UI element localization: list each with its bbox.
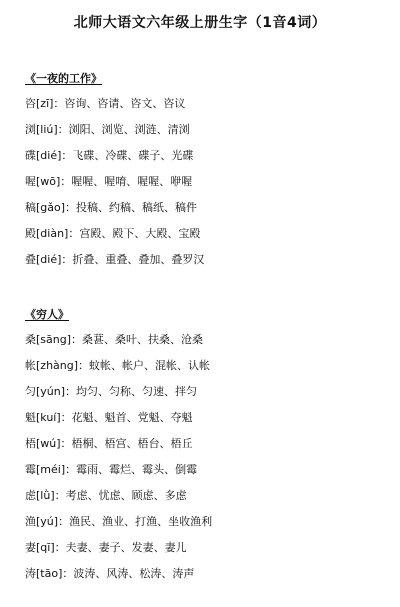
vocab-entry: 浏[liú]：浏阳、浏览、浏涟、清浏 xyxy=(25,123,190,136)
section-heading-qiongren: 《穷人》 xyxy=(25,308,69,321)
vocab-entry: 魁[kuí]：花魁、魁首、党魁、夺魁 xyxy=(25,411,193,424)
vocab-entry: 稿[gǎo]：投稿、约稿、稿纸、稿件 xyxy=(25,201,198,214)
vocab-entry: 涛[tāo]：波涛、风涛、松涛、涛声 xyxy=(25,567,195,580)
vocab-entry: 匀[yún]：均匀、匀称、匀速、拌匀 xyxy=(25,385,198,398)
vocab-entry: 咨[zī]：咨询、咨请、咨文、咨议 xyxy=(25,97,186,110)
vocab-entry: 喔[wō]：喔喔、喔唷、喔喔、咿喔 xyxy=(25,175,193,188)
vocab-entry: 霉[méi]：霉雨、霉烂、霉头、倒霉 xyxy=(25,463,198,476)
vocab-entry: 渔[yú]：渔民、渔业、打渔、坐收渔利 xyxy=(25,515,213,528)
section-heading-yiye-de-gongzuo: 《一夜的工作》 xyxy=(25,72,102,85)
vocab-entry: 妻[qī]：夫妻、妻子、发妻、妻儿 xyxy=(25,541,187,554)
vocab-entry: 虑[lǜ]：考虑、忧虑、顾虑、多虑 xyxy=(25,489,187,502)
page-title: 北师大语文六年级上册生字（1音4词） xyxy=(73,15,327,31)
vocab-entry: 梧[wú]：梧桐、梧宫、梧台、梧丘 xyxy=(25,437,193,450)
vocab-entry: 碟[dié]：飞碟、冷碟、碟子、光碟 xyxy=(25,149,194,162)
vocab-entry: 叠[dié]：折叠、重叠、叠加、叠罗汉 xyxy=(25,253,205,266)
vocab-entry: 殿[diàn]：宫殿、殿下、大殿、宝殿 xyxy=(25,227,201,240)
vocab-entry: 帐[zhàng]：蚊帐、帐户、混帐、认帐 xyxy=(25,359,211,372)
vocab-entry: 桑[sāng]：桑葚、桑叶、扶桑、沧桑 xyxy=(25,333,204,346)
